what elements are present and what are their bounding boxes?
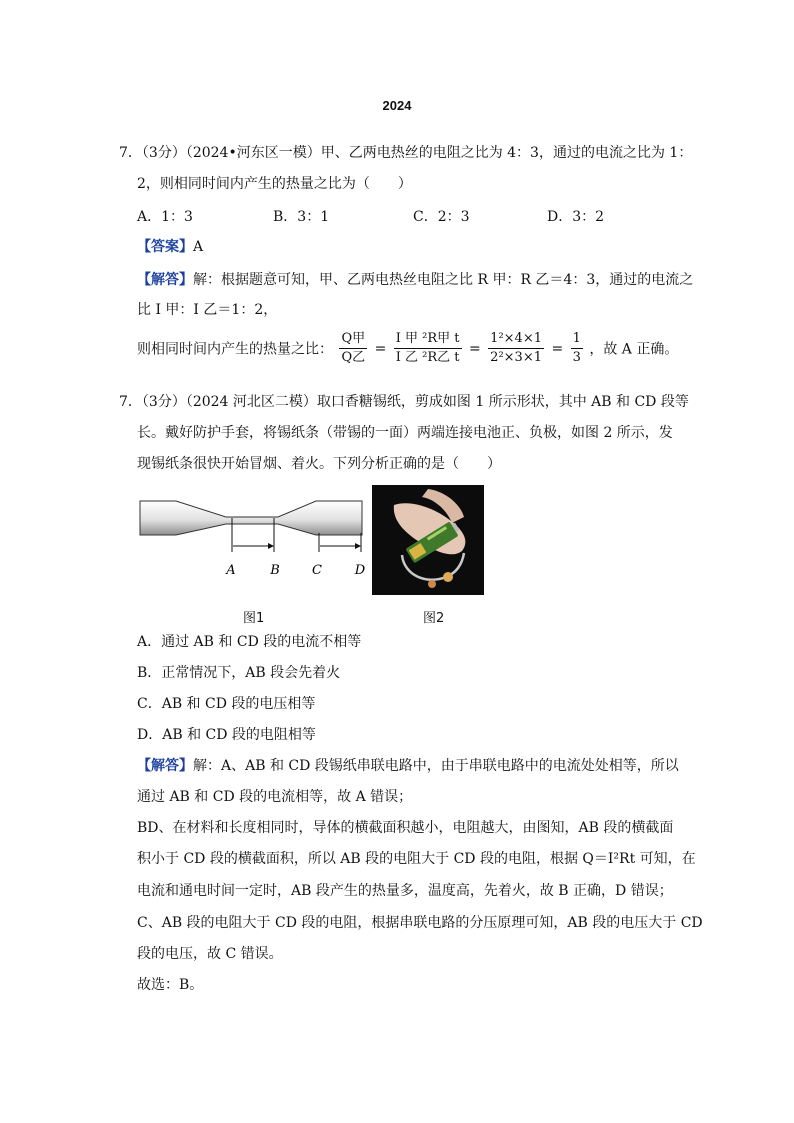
fraction-i2rt-ratio	[394, 330, 462, 367]
fraction-numerator: 1²×4×1	[488, 330, 544, 349]
label-d: D	[354, 563, 366, 578]
q1-options	[137, 206, 657, 226]
glow-icon	[428, 580, 436, 588]
fraction-numeric	[488, 330, 544, 367]
fraction-denominator: I 乙 ²R乙 t	[395, 350, 460, 365]
q1-answer-line	[137, 237, 203, 257]
q1-option-b: B．3：1	[273, 209, 330, 225]
foil-strip-shape	[140, 501, 362, 535]
q2-analysis-line5: 电流和通电时间一定时，AB 段产生的热量多，温度高，先着火，故 B 正确，D 错误；	[137, 883, 673, 899]
label-c: C	[312, 563, 322, 578]
analysis-tag: 【解答】	[137, 758, 193, 774]
q1-option-c: C．2：3	[413, 209, 470, 225]
equals-sign: =	[468, 340, 481, 357]
q2-option-c: C．AB 和 CD 段的电压相等	[137, 696, 316, 712]
q2-stem-line2: 长。戴好防护手套，将锡纸条（带锡的一面）两端连接电池正、负极，如图 2 所示，发	[137, 425, 673, 441]
fraction-q-ratio	[339, 330, 367, 367]
equals-sign: =	[551, 340, 564, 357]
flame-icon	[443, 572, 453, 582]
figure2-caption: 图2	[423, 611, 445, 626]
fraction-numerator: I 甲 ²R甲 t	[394, 330, 462, 349]
formula-prefix: 则相同时间内产生的热量之比：	[137, 341, 333, 358]
analysis-text: 解：A、AB 和 CD 段锡纸串联电路中，由于串联电路中的电流处处相等，所以	[193, 758, 679, 774]
q1-analysis-line1	[137, 270, 693, 290]
analysis-tag: 【解答】	[137, 272, 193, 288]
q2-analysis-line7: 段的电压，故 C 错误。	[137, 946, 283, 962]
answer-value: A	[193, 239, 204, 255]
q2-analysis-line4: 积小于 CD 段的横截面积，所以 AB 段的电阻大于 CD 段的电阻，根据 Q＝I²Rt 可知，在	[137, 851, 696, 867]
fraction-result	[571, 330, 583, 367]
battery-photo-illustration	[372, 485, 484, 595]
page-header-year: 2024	[382, 98, 412, 113]
formula-suffix: ，故 A 正确。	[589, 341, 679, 358]
foil-strip-diagram	[138, 495, 370, 583]
fraction-numerator: 1	[571, 330, 583, 349]
fraction-denominator: 2²×3×1	[490, 350, 542, 365]
q2-stem-line1: 7．（3分）（2024 河北区二模）取口香糖锡纸，剪成如图 1 所示形状，其中 AB 和 CD 段等	[119, 394, 689, 410]
figure1-caption: 图1	[243, 611, 265, 626]
label-b: B	[270, 563, 280, 578]
q2-option-d: D．AB 和 CD 段的电阻相等	[137, 727, 316, 743]
q1-option-a: A．1：3	[137, 209, 193, 225]
equals-sign: =	[374, 340, 387, 357]
q2-analysis-line1	[137, 756, 679, 776]
q2-option-a: A．通过 AB 和 CD 段的电流不相等	[137, 634, 362, 650]
q1-stem-line2: 2，则相同时间内产生的热量之比为（ ）	[137, 176, 412, 192]
q1-stem-line1: 7．（3分）（2024•河东区一模）甲、乙两电热丝的电阻之比为 4：3，通过的电流之比为 1：	[119, 145, 693, 161]
q2-conclusion: 故选：B。	[137, 977, 204, 993]
analysis-text: 解：根据题意可知，甲、乙两电热丝电阻之比 R 甲：R 乙＝4：3，通过的电流之	[193, 272, 694, 288]
fraction-denominator: Q乙	[341, 350, 366, 365]
label-a: A	[226, 563, 236, 578]
q1-analysis-line2: 比 I 甲：I 乙＝1：2，	[137, 302, 278, 318]
fraction-numerator: Q甲	[339, 330, 367, 349]
fraction-denominator: 3	[572, 350, 581, 365]
q2-analysis-line3: BD、在材料和长度相同时，导体的横截面积越小，电阻越大，由图知，AB 段的横截面	[137, 820, 674, 836]
q2-analysis-line2: 通过 AB 和 CD 段的电流相等，故 A 错误；	[137, 789, 413, 805]
q2-option-b: B．正常情况下，AB 段会先着火	[137, 665, 341, 681]
q2-stem-line3: 现锡纸条很快开始冒烟、着火。下列分析正确的是（ ）	[137, 456, 501, 472]
q1-option-d: D．3：2	[547, 209, 605, 225]
answer-tag: 【答案】	[137, 239, 193, 255]
q2-analysis-line6: C、AB 段的电阻大于 CD 段的电阻，根据串联电路的分压原理可知，AB 段的电压大于 CD	[137, 915, 703, 931]
battery-foil-photo	[372, 485, 484, 595]
heat-ratio-formula	[137, 330, 678, 367]
